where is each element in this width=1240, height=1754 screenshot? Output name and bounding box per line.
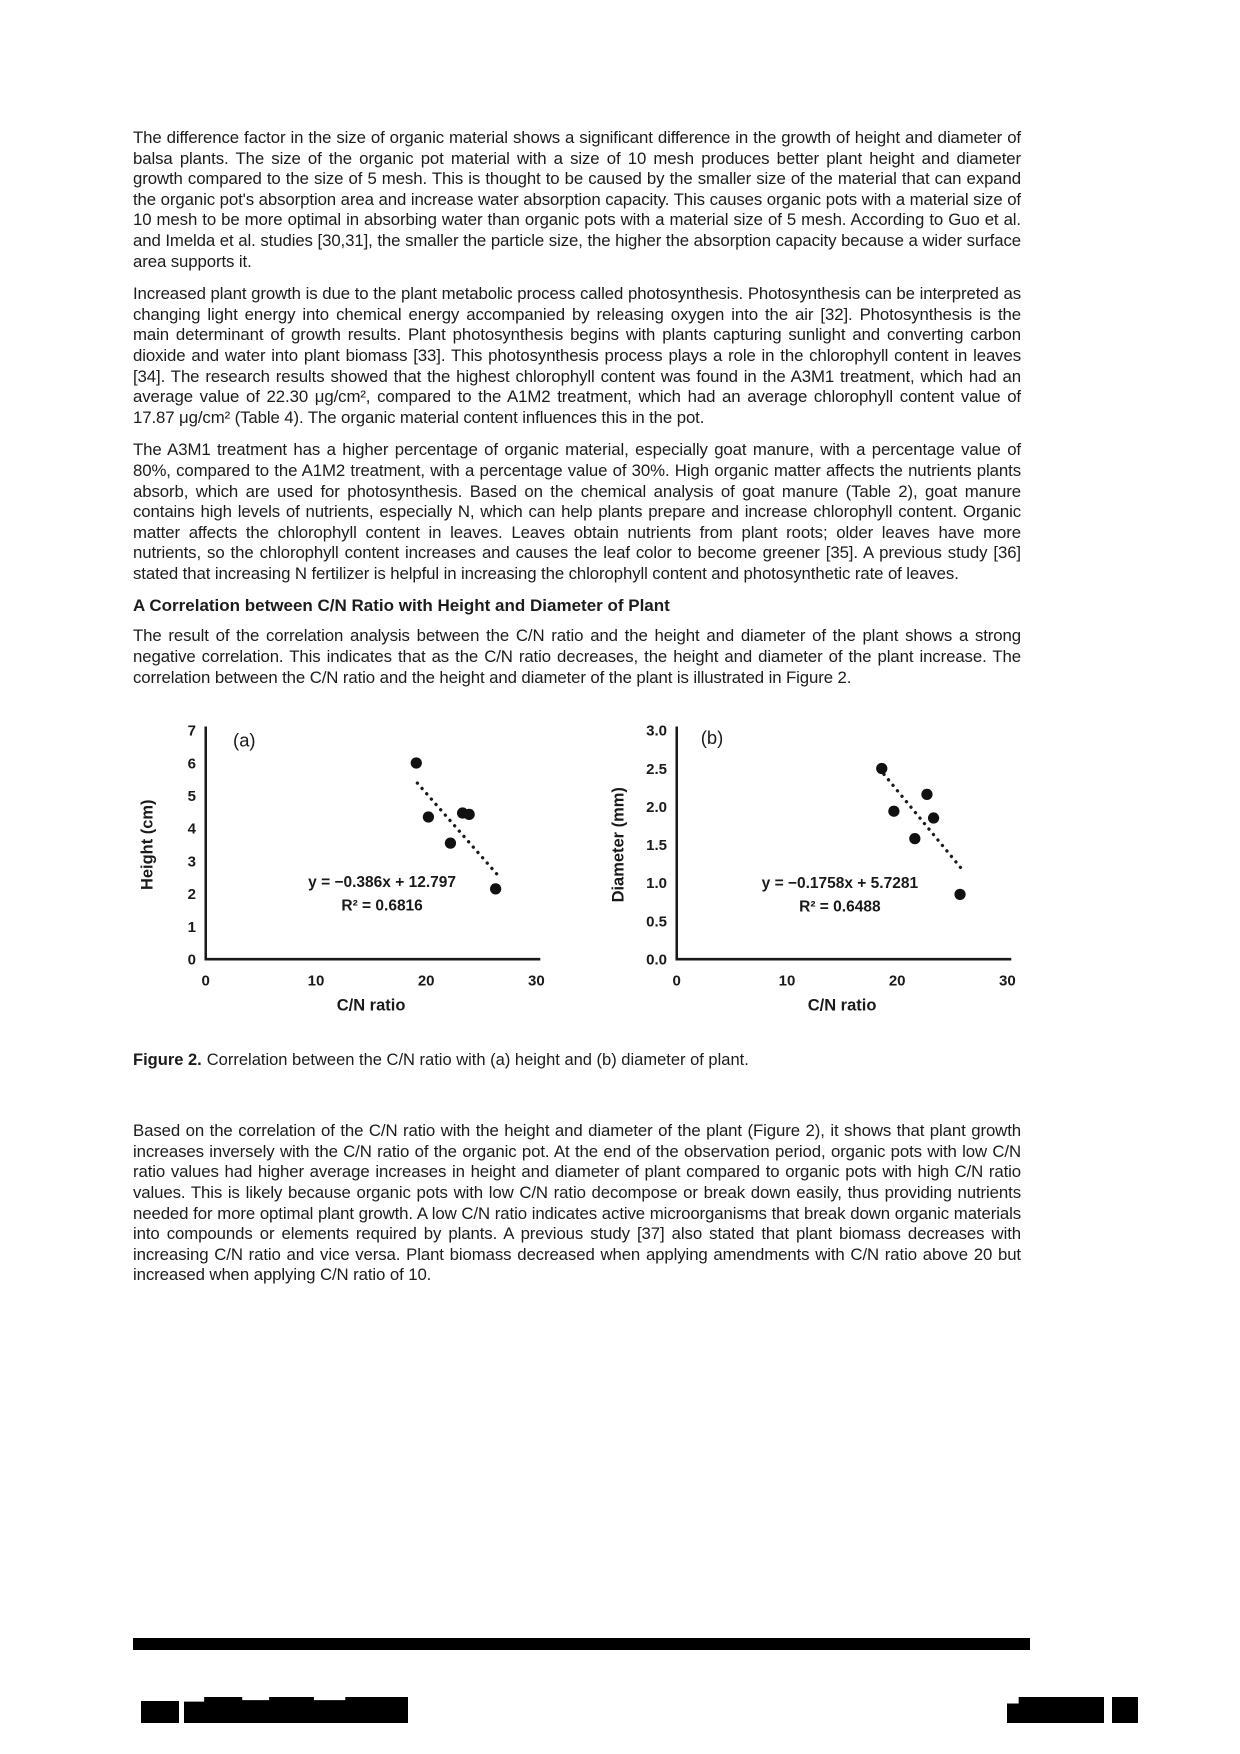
y-tick-label: 2.0: [646, 799, 668, 817]
data-point: [411, 758, 422, 769]
x-tick-label: 0: [672, 972, 681, 990]
x-axis-title: C/N ratio: [336, 996, 406, 1015]
trend-line: [417, 783, 499, 876]
y-tick-label: 0.0: [646, 951, 668, 969]
y-tick-label: 0.5: [646, 913, 668, 931]
figure-caption-label: Figure 2.: [133, 1051, 202, 1070]
redacted-footer-left-1: [141, 1701, 179, 1723]
y-tick-label: 3.0: [646, 722, 668, 740]
panel-label: (b): [700, 727, 724, 749]
paragraph-photosynthesis: Increased plant growth is due to the plant metabolic process called photosynthesis. Photosynthesis can be interpreted as changing light energy into chemical energy accompanied by releasing oxygen into the air [32]. Photosynthesis is the main determinant of growth results. Plant photosynthesis begins with plants capturing sunlight and converting carbon dioxide and water into plant biomass [33]. This photosynthesis process plays a role in the chlorophyll content in leaves [34]. The research results showed that the highest chlorophyll content was found in the A3M1 treatment, which had an average value of 22.30 μg/cm², compared to the A1M2 treatment, which had an average chlorophyll content value of 17.87 μg/cm² (Table 4). The organic material content influences this in the pot.: [133, 284, 1021, 427]
x-tick-label: 20: [417, 972, 435, 990]
y-tick-label: 2: [187, 886, 197, 904]
y-tick-label: 1.5: [646, 837, 668, 855]
x-tick-label: 20: [888, 972, 906, 990]
x-tick-label: 10: [307, 972, 325, 990]
x-tick-label: 10: [778, 972, 796, 990]
x-tick-label: 0: [201, 972, 210, 990]
redacted-footer-right-1: [1007, 1697, 1104, 1723]
data-point: [464, 809, 475, 820]
separator-bar: [133, 1638, 1030, 1650]
trend-line: [884, 775, 962, 870]
paragraph-a3m1-treatment: The A3M1 treatment has a higher percentage of organic material, especially goat manure, with a percentage value of 80%, compared to the A1M2 treatment, with a percentage value of 30%. High organic matter affects the nutrients plants absorb, which are used for photosynthesis. Based on the chemical analysis of goat manure (Table 2), goat manure contains high levels of nutrients, especially N, which can help plants prepare and increase chlorophyll content. Organic matter affects the chlorophyll content in leaves. Leaves obtain nutrients from plant roots; older leaves have more nutrients, so the chlorophyll content increases and causes the leaf color to become greener [35]. A previous study [36] stated that increasing N fertilizer is helpful in increasing the chlorophyll content and photosynthetic rate of leaves.: [133, 440, 1021, 583]
data-point: [490, 884, 501, 895]
chart-b-diameter-vs-cn-ratio: [604, 714, 1021, 1024]
data-point: [954, 889, 965, 900]
paragraph-correlation-intro: The result of the correlation analysis between the C/N ratio and the height and diameter of the plant shows a strong negative correlation. This indicates that as the C/N ratio decreases, the height and diameter of the plant increase. The correlation between the C/N ratio and the height and diameter of the plant is illustrated in Figure 2.: [133, 626, 1021, 687]
y-tick-label: 0: [187, 951, 197, 969]
y-tick-label: 5: [187, 788, 197, 806]
figure-caption-text: Correlation between the C/N ratio with (a) height and (b) diameter of plant.: [206, 1051, 749, 1070]
y-tick-label: 3: [187, 853, 197, 871]
x-axis-title: C/N ratio: [807, 996, 877, 1015]
r-squared-label: R² = 0.6488: [799, 898, 881, 916]
page-content: [133, 128, 1021, 1298]
x-tick-label: 30: [528, 972, 545, 990]
y-axis-title: Height (cm): [138, 799, 157, 891]
y-axis-title: Diameter (mm): [609, 787, 628, 903]
equation-label: y = −0.1758x + 5.7281: [761, 875, 919, 893]
redacted-footer-left-2: [184, 1697, 408, 1723]
y-tick-label: 7: [187, 722, 197, 740]
data-point: [445, 838, 456, 849]
section-heading: A Correlation between C/N Ratio with Height and Diameter of Plant: [133, 596, 670, 616]
equation-label: y = −0.386x + 12.797: [308, 874, 457, 892]
r-squared-label: R² = 0.6816: [341, 897, 423, 915]
paragraph-material-size: The difference factor in the size of organic material shows a significant difference in the growth of height and diameter of balsa plants. The size of the organic pot material with a size of 10 mesh produces better plant height and diameter growth compared to the size of 5 mesh. This is thought to be caused by the smaller size of the material that can expand the organic pot's absorption area and increase water absorption capacity. This causes organic pots with a material size of 10 mesh to be more optimal in absorbing water than organic pots with a material size of 5 mesh. According to Guo et al. and Imelda et al. studies [30,31], the smaller the particle size, the higher the absorption capacity because a wider surface area supports it.: [133, 128, 1021, 271]
data-point: [928, 813, 939, 824]
y-tick-label: 2.5: [646, 761, 668, 779]
figure-2: [133, 714, 1021, 1024]
data-point: [423, 812, 434, 823]
x-tick-label: 30: [999, 972, 1016, 990]
data-point: [888, 806, 899, 817]
figure-caption: [133, 1050, 1021, 1071]
y-tick-label: 1: [187, 919, 197, 937]
chart-a-height-vs-cn-ratio: [133, 714, 550, 1024]
data-point: [876, 763, 887, 774]
y-tick-label: 6: [187, 755, 197, 773]
panel-label: (a): [233, 729, 256, 751]
data-point: [909, 833, 920, 844]
redacted-footer-right-2: [1112, 1697, 1138, 1723]
data-point: [921, 789, 932, 800]
y-tick-label: 1.0: [646, 875, 668, 893]
paragraph-conclusion: Based on the correlation of the C/N ratio with the height and diameter of the plant (Figure 2), it shows that plant growth increases inversely with the C/N ratio of the organic pot. At the end of the observation period, organic pots with low C/N ratio values had higher average increases in height and diameter of plant compared to organic pots with high C/N ratio values. This is likely because organic pots with low C/N ratio decompose or break down easily, thus providing nutrients needed for more optimal plant growth. A low C/N ratio indicates active microorganisms that break down organic materials into compounds or elements required by plants. A previous study [37] also stated that plant biomass decreases with increasing C/N ratio and vice versa. Plant biomass decreased when applying amendments with C/N ratio above 20 but increased when applying C/N ratio of 10.: [133, 1121, 1021, 1285]
y-tick-label: 4: [187, 820, 197, 838]
